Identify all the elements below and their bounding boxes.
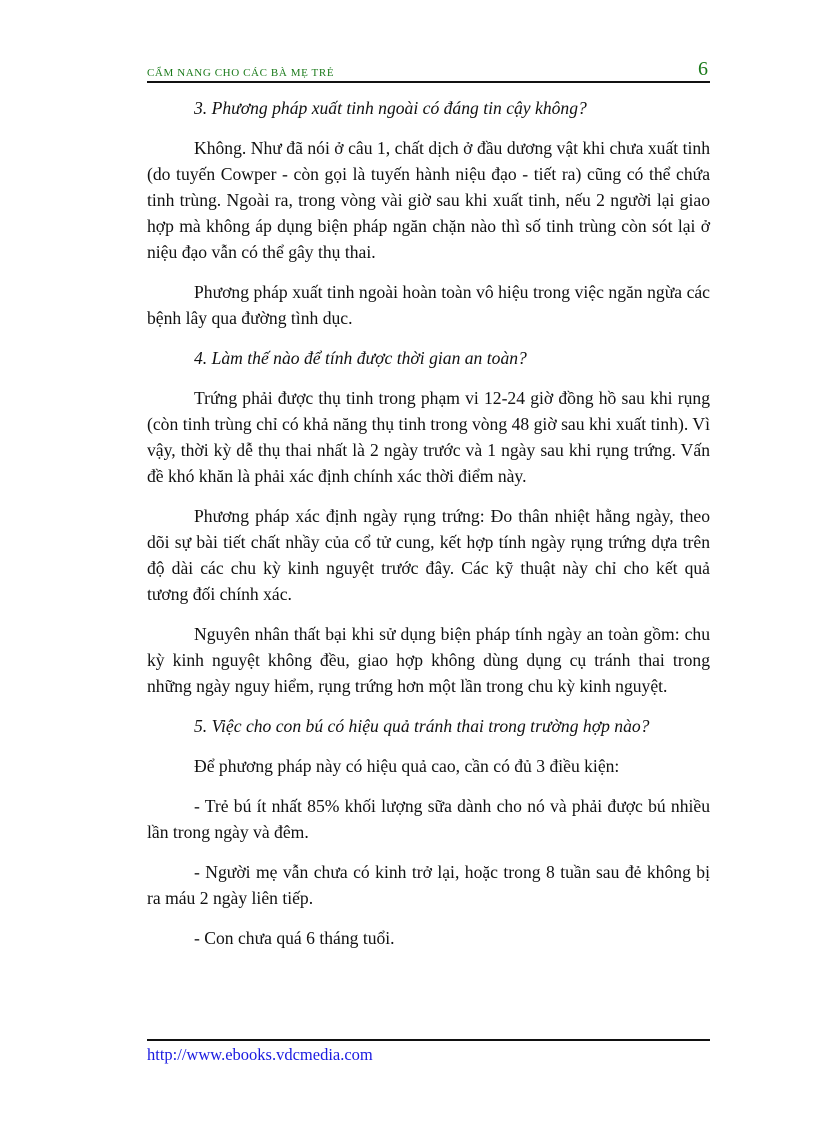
- body-paragraph: Không. Như đã nói ở câu 1, chất dịch ở đầu dương vật khi chưa xuất tinh (do tuyến Cowper - còn gọi là tuyến hành niệu đạo - tiết ra) cũng có thể chứa tinh trùng. Ngoài ra, trong vòng vài giờ sau khi xuất tinh, nếu 2 người lại giao hợp mà không áp dụng biện pháp ngăn chặn nào thì số tinh trùng còn sót lại ở niệu đạo vẫn có thể gây thụ thai.: [147, 138, 710, 262]
- header-rule: [147, 81, 710, 83]
- body-paragraph: Để phương pháp này có hiệu quả cao, cần có đủ 3 điều kiện:: [194, 756, 620, 776]
- question-heading-5: 5. Việc cho con bú có hiệu quả tránh thai trong trường hợp nào?: [194, 716, 650, 736]
- body-paragraph: Nguyên nhân thất bại khi sử dụng biện pháp tính ngày an toàn gồm: chu kỳ kinh nguyệt không đều, giao hợp không dùng dụng cụ tránh thai trong những ngày nguy hiểm, rụng trứng hơn một lần trong chu kỳ kinh nguyệt.: [147, 624, 710, 696]
- page-body: [147, 95, 710, 965]
- running-header-title: CẨM NANG CHO CÁC BÀ MẸ TRẺ: [147, 67, 335, 79]
- list-item: - Trẻ bú ít nhất 85% khối lượng sữa dành cho nó và phải được bú nhiều lần trong ngày và đêm.: [147, 796, 710, 842]
- page-number: 6: [698, 58, 708, 80]
- page-header: [147, 58, 710, 82]
- footer-rule: [147, 1039, 710, 1041]
- body-paragraph: Phương pháp xuất tinh ngoài hoàn toàn vô hiệu trong việc ngăn ngừa các bệnh lây qua đường tình dục.: [147, 282, 710, 328]
- question-heading-3: 3. Phương pháp xuất tinh ngoài có đáng tin cậy không?: [194, 98, 587, 118]
- question-heading-4: 4. Làm thế nào để tính được thời gian an toàn?: [194, 348, 527, 368]
- list-item: - Con chưa quá 6 tháng tuổi.: [194, 928, 395, 948]
- footer-website-link[interactable]: http://www.ebooks.vdcmedia.com: [147, 1045, 373, 1064]
- body-paragraph: Phương pháp xác định ngày rụng trứng: Đo thân nhiệt hằng ngày, theo dõi sự bài tiết chất nhầy của cổ tử cung, kết hợp tính ngày rụng trứng dựa trên độ dài các chu kỳ kinh nguyệt trước đây. Các kỹ thuật này chỉ cho kết quả tương đối chính xác.: [147, 506, 710, 604]
- body-paragraph: Trứng phải được thụ tinh trong phạm vi 12-24 giờ đồng hồ sau khi rụng (còn tinh trùng chỉ có khả năng thụ tinh trong vòng 48 giờ sau khi xuất tinh). Vì vậy, thời kỳ dễ thụ thai nhất là 2 ngày trước và 1 ngày sau khi rụng trứng. Vấn đề khó khăn là phải xác định chính xác thời điểm này.: [147, 388, 710, 486]
- list-item: - Người mẹ vẫn chưa có kinh trở lại, hoặc trong 8 tuần sau đẻ không bị ra máu 2 ngày liên tiếp.: [147, 862, 710, 908]
